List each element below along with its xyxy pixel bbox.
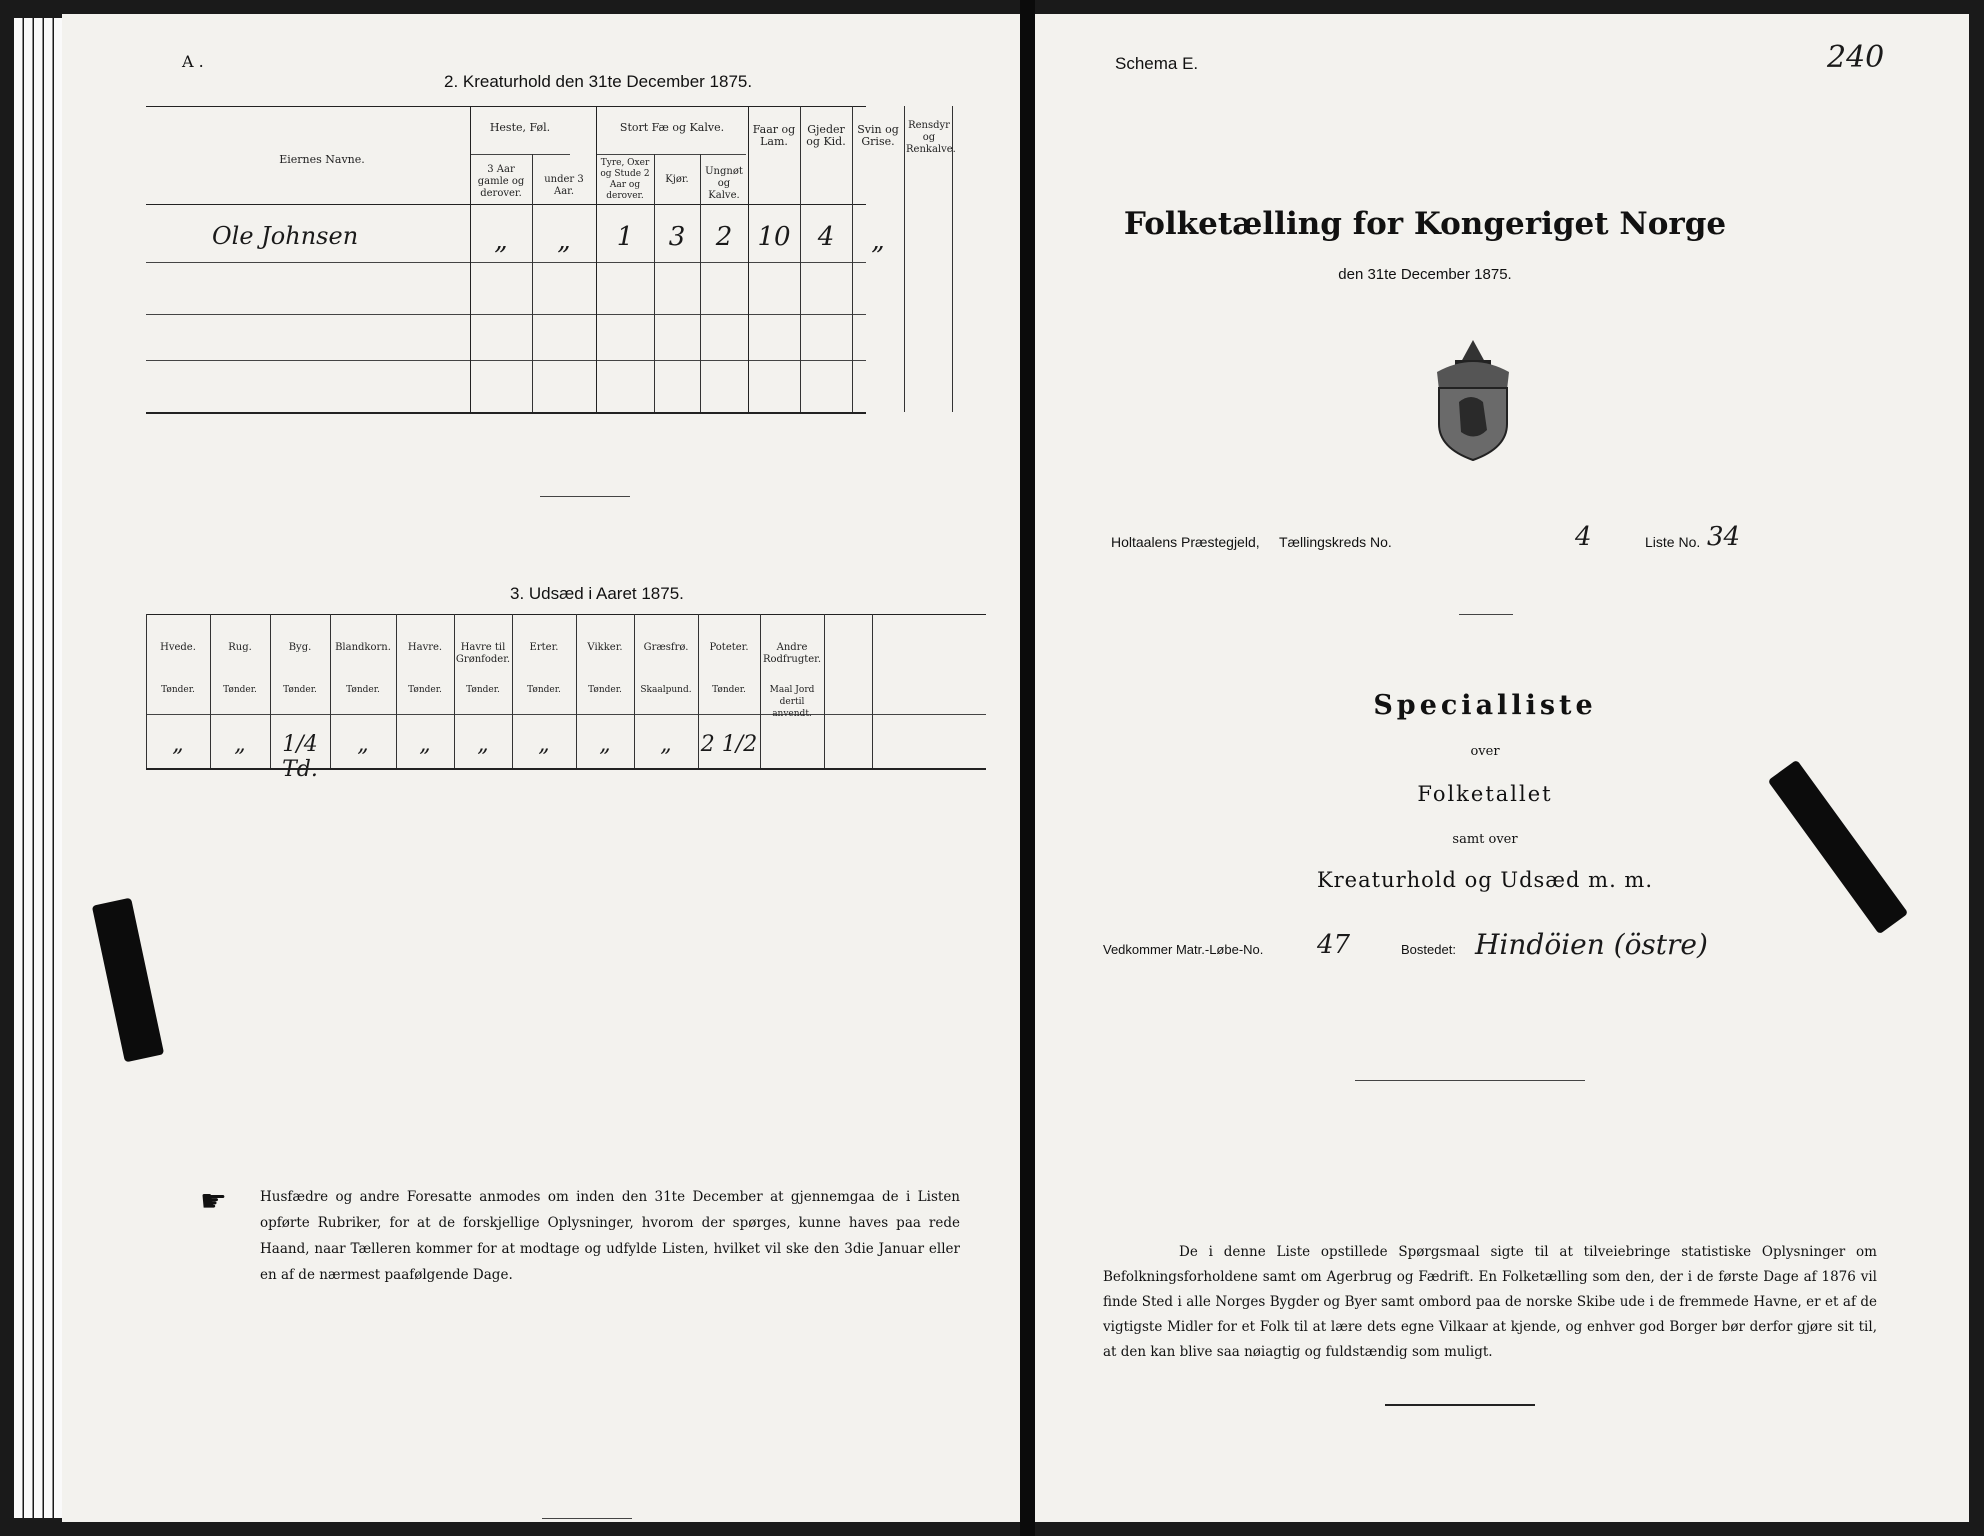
table-rule <box>800 106 801 412</box>
coat-of-arms-icon <box>1431 332 1515 462</box>
table-rule <box>470 106 471 412</box>
book-spine <box>1020 0 1035 1536</box>
section-3-title: 3. Udsæd i Aaret 1875. <box>510 584 684 603</box>
sowing-value: „ <box>234 732 246 757</box>
sowing-value: „ <box>419 732 431 757</box>
sowing-header: Rug. <box>228 642 252 653</box>
bosted-value: Hindöien (östre) <box>1475 928 1708 961</box>
title-date: den 31te December 1875. <box>1338 266 1512 283</box>
district-label: Tællingskreds No. <box>1279 534 1392 550</box>
page-edge <box>34 18 43 1518</box>
left-page <box>62 14 1020 1522</box>
header-horses-old: 3 Aar gamle og derover. <box>477 164 525 199</box>
page-edge <box>24 18 33 1518</box>
footer-text: De i denne Liste opstillede Spørgsmaal sigte til at tilveiebringe statistiske Oplysninger om Befolkningsforholdene samt om Agerbrug og Fædrift. En Folketælling som den, der i de første Dage af 1876 vil finde Sted i alle Norges Bygder og Byer samt ombord paa de norske Skibe ude i de fremmede Havne, er et af de vigtigste Midler for et Folk til at lære dets egne Vilkaar at kjende, og enhver god Borger bør derfor gjøre sit til, at den kan blive saa nøiagtig og fuldstændig som muligt. <box>1103 1244 1877 1360</box>
divider <box>1459 614 1513 615</box>
header-bulls: Tyre, Oxer og Stude 2 Aar og derover. <box>600 158 650 201</box>
table-rule <box>146 412 866 414</box>
table-rule <box>852 106 853 412</box>
livestock-label: Kreaturhold og Udsæd m. m. <box>1316 868 1654 892</box>
header-goats: Gjeder og Kid. <box>806 123 846 148</box>
notice-text: Husfædre og andre Foresatte anmodes om inden den 31te December at gjennemgaa de i Listen opførte Rubriker, for at de forskjellige Oplysninger, hvorom der spørges, kunne haves paa rede Haand, naar Tælleren kommer for at modtage og udfylde Listen, hvilket vil ske den 3die Januar eller en af de nærmest paafølgende Dage. <box>260 1189 960 1283</box>
sowing-unit: Tønder. <box>161 685 195 695</box>
sowing-unit: Tønder. <box>283 685 317 695</box>
sowing-value: 1/4 Td. <box>282 732 318 782</box>
table-rule <box>596 154 746 155</box>
header-reindeer: Rensdyr og Renkalve. <box>906 120 956 155</box>
sowing-unit: Tønder. <box>588 685 622 695</box>
page-number: 240 <box>1827 40 1885 75</box>
sowing-value: „ <box>660 732 672 757</box>
header-owner: Eiernes Navne. <box>279 153 365 166</box>
sowing-unit: Tønder. <box>346 685 380 695</box>
table-rule <box>146 360 866 361</box>
page-edge <box>44 18 53 1518</box>
list-label: Liste No. <box>1645 534 1701 550</box>
district-value: 4 <box>1575 522 1592 552</box>
cell-pigs: „ <box>871 226 885 256</box>
sowing-header: Hvede. <box>160 642 196 653</box>
header-horses-young: under 3 Aar. <box>544 174 584 197</box>
parish-label: Holtaalens Præstegjeld, <box>1111 534 1260 550</box>
header-cattle: Stort Fæ og Kalve. <box>619 121 725 134</box>
corner-mark: A . <box>182 52 204 71</box>
sowing-header: Havre. <box>407 642 443 653</box>
divider <box>540 496 630 497</box>
sowing-value: 2 1/2 <box>700 732 758 757</box>
table-rule <box>146 314 866 315</box>
sowing-value: „ <box>172 732 184 757</box>
cell-sheep: 10 <box>757 222 791 252</box>
table-rule <box>470 154 570 155</box>
section-2-title: 2. Kreaturhold den 31te December 1875. <box>444 72 753 91</box>
cell-horses-young: „ <box>557 226 571 256</box>
sowing-unit: Tønder. <box>223 685 257 695</box>
cell-goats: 4 <box>817 222 835 252</box>
cell-bulls: 1 <box>616 222 634 252</box>
sowing-unit: Maal Jord dertil anvendt. <box>769 685 815 719</box>
sowing-value: „ <box>477 732 489 757</box>
owner-name: Ole Johnsen <box>212 222 359 250</box>
sowing-header: Andre Rodfrugter. <box>762 642 822 665</box>
sowing-unit: Tønder. <box>408 685 442 695</box>
table-rule <box>146 204 866 205</box>
samt-over-label: samt over <box>1452 832 1518 847</box>
table-rule <box>596 106 597 412</box>
cell-cows: 3 <box>668 222 686 252</box>
table-rule <box>872 614 873 768</box>
table-rule <box>654 154 655 412</box>
divider <box>542 1518 632 1519</box>
sowing-unit: Tønder. <box>712 685 746 695</box>
table-rule <box>146 714 986 715</box>
divider <box>1355 1080 1585 1081</box>
page-edge <box>14 18 23 1518</box>
header-cows: Kjør. <box>665 174 689 185</box>
schema-label: Schema E. <box>1115 54 1199 73</box>
sowing-header: Græsfrø. <box>643 642 689 653</box>
folketallet-label: Folketallet <box>1417 782 1553 806</box>
header-young-cattle: Ungnøt og Kalve. <box>705 166 743 201</box>
matr-value: 47 <box>1317 930 1351 960</box>
divider <box>1385 1404 1535 1406</box>
cell-young-cattle: 2 <box>715 222 733 252</box>
header-horses: Heste, Føl. <box>489 121 551 134</box>
bosted-label: Bostedet: <box>1401 942 1456 957</box>
table-rule <box>748 106 749 412</box>
header-pigs: Svin og Grise. <box>857 123 899 148</box>
table-rule <box>146 262 866 263</box>
table-rule <box>824 614 825 768</box>
header-sheep: Faar og Lam. <box>752 123 796 148</box>
sowing-header: Poteter. <box>709 642 749 653</box>
sowing-value: „ <box>538 732 550 757</box>
pointing-hand-icon: ☛ <box>200 1184 227 1219</box>
sowing-value: „ <box>599 732 611 757</box>
table-rule <box>904 106 905 412</box>
table-rule <box>146 106 866 107</box>
sowing-header: Havre til Grønfoder. <box>455 642 511 665</box>
sowing-value: „ <box>357 732 369 757</box>
main-title: Folketælling for Kongeriget Norge <box>1123 206 1727 242</box>
table-rule <box>532 154 533 412</box>
sowing-header: Vikker. <box>587 642 623 653</box>
sowing-header: Byg. <box>288 642 312 653</box>
sowing-unit: Tønder. <box>527 685 561 695</box>
sowing-unit: Tønder. <box>466 685 500 695</box>
sowing-header: Blandkorn. <box>335 642 391 653</box>
table-rule <box>146 614 986 615</box>
matr-label: Vedkommer Matr.-Løbe-No. <box>1103 942 1264 957</box>
over-label: over <box>1470 744 1500 759</box>
cell-horses-old: „ <box>494 226 508 256</box>
sowing-header: Erter. <box>529 642 559 653</box>
list-value: 34 <box>1707 522 1741 552</box>
sowing-unit: Skaalpund. <box>640 685 692 695</box>
special-list-title: Specialliste <box>1373 690 1597 721</box>
table-rule <box>700 154 701 412</box>
right-page <box>1035 14 1969 1522</box>
